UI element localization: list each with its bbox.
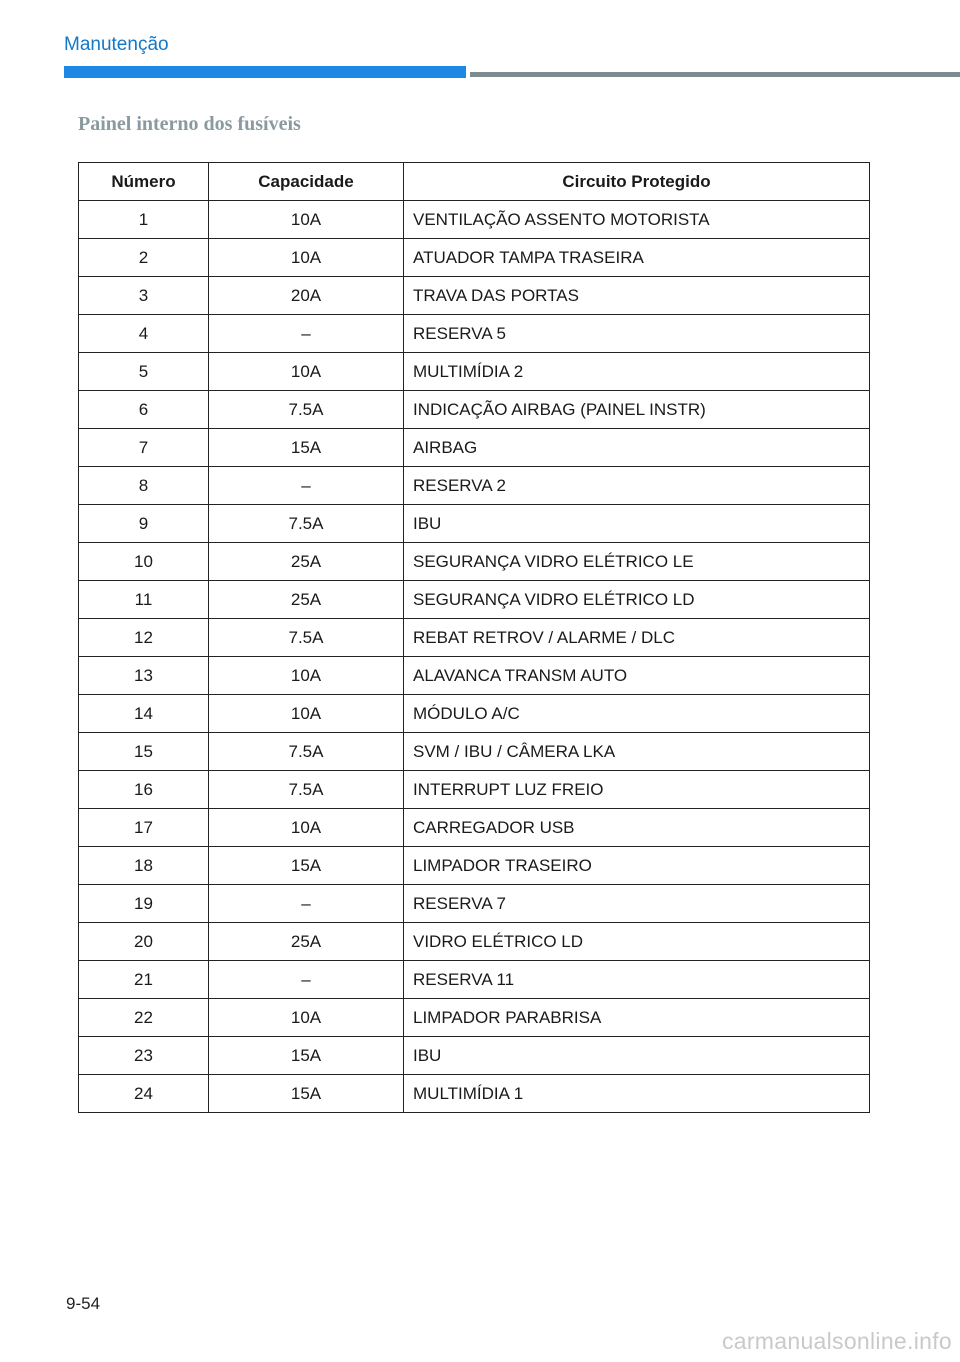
- table-row: [79, 771, 870, 809]
- cell-circuit: VENTILAÇÃO ASSENTO MOTORISTA: [404, 201, 870, 239]
- table-row: [79, 619, 870, 657]
- cell-capacity: 15A: [209, 1037, 404, 1075]
- cell-capacity: 7.5A: [209, 619, 404, 657]
- cell-capacity: 10A: [209, 239, 404, 277]
- cell-capacity: 25A: [209, 543, 404, 581]
- cell-number: 17: [79, 809, 209, 847]
- cell-capacity: 25A: [209, 923, 404, 961]
- cell-circuit: MULTIMÍDIA 2: [404, 353, 870, 391]
- cell-circuit: CARREGADOR USB: [404, 809, 870, 847]
- cell-capacity: 10A: [209, 353, 404, 391]
- cell-capacity: 7.5A: [209, 733, 404, 771]
- table-row: [79, 809, 870, 847]
- cell-number: 3: [79, 277, 209, 315]
- cell-capacity: 7.5A: [209, 505, 404, 543]
- cell-circuit: RESERVA 11: [404, 961, 870, 999]
- cell-number: 5: [79, 353, 209, 391]
- table-row: [79, 581, 870, 619]
- cell-number: 23: [79, 1037, 209, 1075]
- cell-capacity: 10A: [209, 201, 404, 239]
- cell-number: 2: [79, 239, 209, 277]
- cell-number: 13: [79, 657, 209, 695]
- watermark: carmanualsonline.info: [721, 1328, 952, 1354]
- cell-circuit: SEGURANÇA VIDRO ELÉTRICO LD: [404, 581, 870, 619]
- cell-number: 21: [79, 961, 209, 999]
- header-bar-gray: [470, 72, 960, 77]
- cell-circuit: ALAVANCA TRANSM AUTO: [404, 657, 870, 695]
- cell-number: 22: [79, 999, 209, 1037]
- table-header-row: [79, 163, 870, 201]
- cell-number: 14: [79, 695, 209, 733]
- page-number: 9-54: [66, 1294, 101, 1313]
- cell-number: 8: [79, 467, 209, 505]
- table-row: [79, 201, 870, 239]
- cell-number: 15: [79, 733, 209, 771]
- cell-capacity: 25A: [209, 581, 404, 619]
- table-row: [79, 543, 870, 581]
- cell-capacity: 20A: [209, 277, 404, 315]
- table-row: [79, 885, 870, 923]
- cell-capacity: 15A: [209, 1075, 404, 1113]
- cell-number: 11: [79, 581, 209, 619]
- cell-number: 9: [79, 505, 209, 543]
- cell-circuit: INTERRUPT LUZ FREIO: [404, 771, 870, 809]
- cell-number: 16: [79, 771, 209, 809]
- cell-circuit: RESERVA 5: [404, 315, 870, 353]
- cell-circuit: SVM / IBU / CÂMERA LKA: [404, 733, 870, 771]
- table-row: [79, 923, 870, 961]
- cell-circuit: IBU: [404, 1037, 870, 1075]
- cell-circuit: RESERVA 2: [404, 467, 870, 505]
- cell-circuit: LIMPADOR TRASEIRO: [404, 847, 870, 885]
- cell-capacity: 10A: [209, 809, 404, 847]
- cell-circuit: MÓDULO A/C: [404, 695, 870, 733]
- section-header: Manutenção: [64, 34, 169, 55]
- cell-circuit: MULTIMÍDIA 1: [404, 1075, 870, 1113]
- cell-circuit: RESERVA 7: [404, 885, 870, 923]
- cell-capacity: 10A: [209, 999, 404, 1037]
- cell-number: 12: [79, 619, 209, 657]
- cell-capacity: 10A: [209, 695, 404, 733]
- cell-circuit: IBU: [404, 505, 870, 543]
- cell-circuit: SEGURANÇA VIDRO ELÉTRICO LE: [404, 543, 870, 581]
- cell-number: 6: [79, 391, 209, 429]
- table-row: [79, 733, 870, 771]
- table-row: [79, 315, 870, 353]
- cell-capacity: –: [209, 467, 404, 505]
- table-row: [79, 391, 870, 429]
- cell-number: 18: [79, 847, 209, 885]
- cell-capacity: 15A: [209, 847, 404, 885]
- table-row: [79, 999, 870, 1037]
- cell-number: 10: [79, 543, 209, 581]
- table-row: [79, 961, 870, 999]
- cell-number: 24: [79, 1075, 209, 1113]
- header-number: Número: [79, 163, 209, 201]
- cell-capacity: –: [209, 315, 404, 353]
- table-row: [79, 695, 870, 733]
- cell-circuit: LIMPADOR PARABRISA: [404, 999, 870, 1037]
- cell-circuit: REBAT RETROV / ALARME / DLC: [404, 619, 870, 657]
- cell-number: 7: [79, 429, 209, 467]
- table-row: [79, 1075, 870, 1113]
- cell-number: 20: [79, 923, 209, 961]
- cell-circuit: AIRBAG: [404, 429, 870, 467]
- table-row: [79, 467, 870, 505]
- cell-capacity: –: [209, 961, 404, 999]
- table-row: [79, 505, 870, 543]
- cell-number: 19: [79, 885, 209, 923]
- table-row: [79, 239, 870, 277]
- cell-circuit: ATUADOR TAMPA TRASEIRA: [404, 239, 870, 277]
- cell-number: 1: [79, 201, 209, 239]
- cell-number: 4: [79, 315, 209, 353]
- cell-capacity: 15A: [209, 429, 404, 467]
- cell-capacity: 7.5A: [209, 391, 404, 429]
- header-circuit: Circuito Protegido: [404, 163, 870, 201]
- table-row: [79, 847, 870, 885]
- cell-circuit: TRAVA DAS PORTAS: [404, 277, 870, 315]
- table-row: [79, 1037, 870, 1075]
- cell-capacity: 10A: [209, 657, 404, 695]
- table-row: [79, 353, 870, 391]
- page-subtitle: Painel interno dos fusíveis: [78, 113, 301, 135]
- header-capacity: Capacidade: [209, 163, 404, 201]
- cell-circuit: INDICAÇÃO AIRBAG (PAINEL INSTR): [404, 391, 870, 429]
- table-row: [79, 429, 870, 467]
- fuse-table: [78, 162, 870, 1113]
- table-row: [79, 657, 870, 695]
- table-row: [79, 277, 870, 315]
- cell-circuit: VIDRO ELÉTRICO LD: [404, 923, 870, 961]
- header-bar-blue: [64, 66, 466, 78]
- cell-capacity: 7.5A: [209, 771, 404, 809]
- cell-capacity: –: [209, 885, 404, 923]
